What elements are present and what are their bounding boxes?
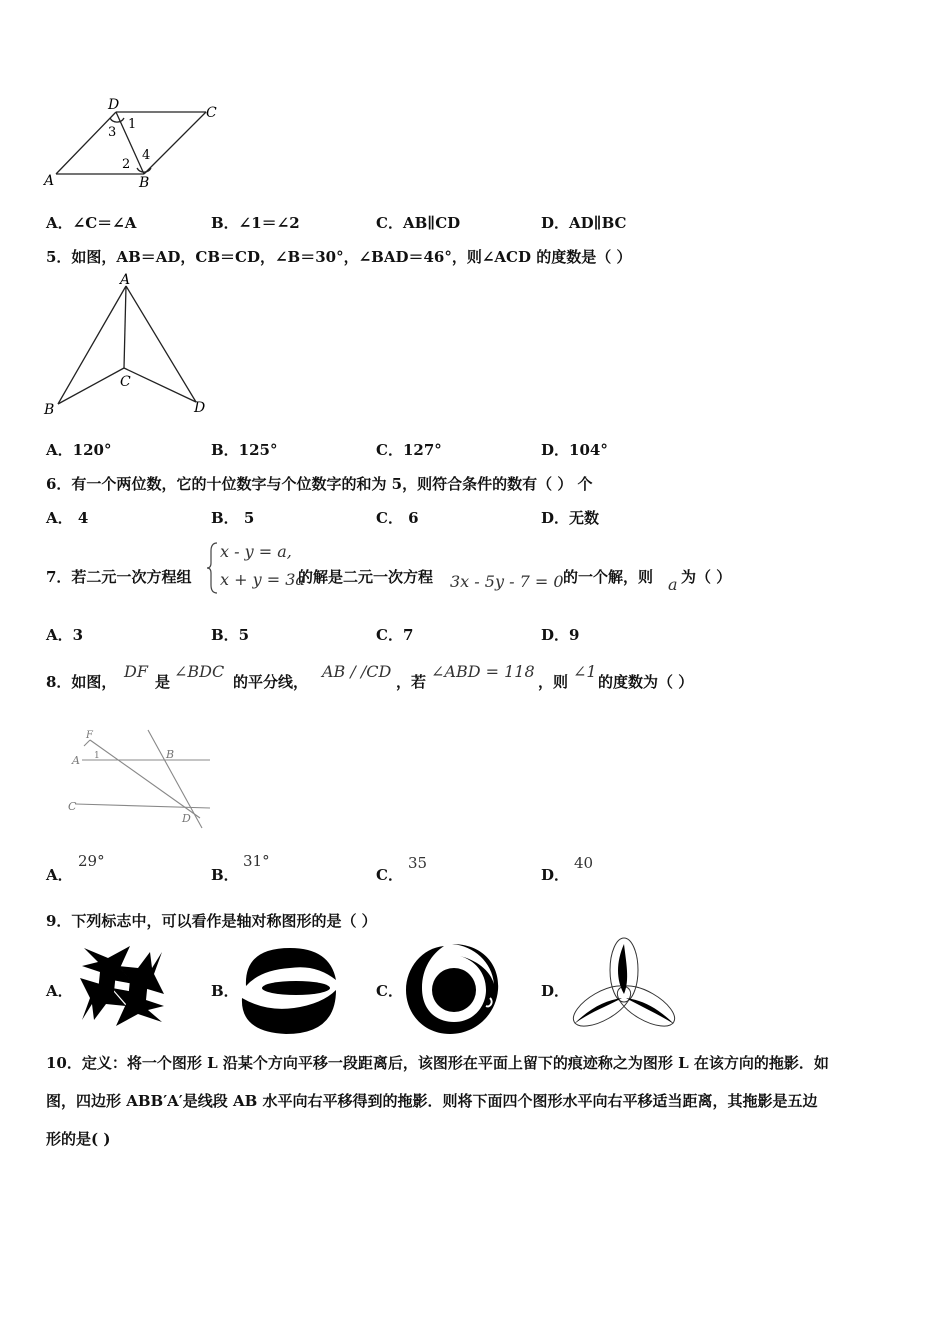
q7-suffix-2: 为（ ） [681, 568, 732, 586]
q7-equation-1: x - y = a, [220, 542, 292, 561]
q10-line-1: 10．定义：将一个图形 L 沿某个方向平移一段距离后，该图形在平面上留下的痕迹称之为图形 L 在该方向的拖影．如 [46, 1054, 829, 1072]
q10-line-2: 图，四边形 ABB′A′是线段 AB 水平向右平移得到的拖影．则将下面四个图形水平向右平移适当距离，其拖影是五边 [46, 1092, 818, 1110]
q9-stem: 9．下列标志中，可以看作是轴对称图形的是（ ） [46, 912, 377, 930]
q7-option-c[interactable]: C．7 [376, 626, 414, 644]
q5-label-B: B [44, 402, 55, 418]
q4-angle-4: 4 [142, 148, 151, 163]
q7-option-b[interactable]: B．5 [211, 626, 250, 644]
q9-logo-c-ring[interactable] [404, 942, 500, 1036]
q8-text-2: 的平分线， [233, 673, 309, 691]
q4-option-c[interactable]: C．AB∥CD [376, 214, 461, 232]
q8-text-1: 是 [155, 673, 171, 691]
q7-mid-text: 的解是二元一次方程 [298, 568, 434, 586]
q4-angle-2: 2 [122, 157, 131, 172]
q4-figure [40, 96, 230, 196]
q5-option-d[interactable]: D．104° [541, 441, 608, 459]
q9-logo-b-split-circle[interactable] [236, 946, 340, 1036]
q8-option-c-letter[interactable]: C． [376, 866, 403, 884]
q10-paragraph [46, 1044, 906, 1158]
q8-label-F: F [86, 730, 93, 741]
q8-label-B: B [166, 748, 175, 761]
q8-text-3: ，若 [396, 673, 427, 691]
q4-label-C: C [206, 105, 217, 121]
q6-stem: 6．有一个两位数，它的十位数字与个位数字的和为 5，则符合条件的数有（ ） 个 [46, 475, 593, 493]
q8-label-1: 1 [94, 751, 100, 761]
q9-option-c-letter[interactable]: C． [376, 982, 403, 1000]
q4-option-a[interactable]: A．∠C＝∠A [46, 214, 137, 232]
q5-option-b[interactable]: B．125° [211, 441, 278, 459]
q8-text-5: 的度数为（ ） [598, 673, 694, 691]
q5-option-a[interactable]: A．120° [46, 441, 112, 459]
q5-option-c[interactable]: C．127° [376, 441, 442, 459]
q7-suffix-1: 的一个解，则 [563, 568, 654, 586]
q8-option-c-value: 35 [408, 854, 428, 872]
q8-math-angle-1: ∠1 [573, 662, 597, 681]
q4-option-d[interactable]: D．AD∥BC [541, 214, 627, 232]
q4-label-A: A [44, 173, 55, 189]
q8-figure [62, 724, 222, 832]
q7-equation-2: x + y = 3a [220, 570, 305, 589]
q8-math-angle-ABD: ∠ABD = 118 [431, 662, 535, 681]
q4-label-B: B [139, 175, 150, 191]
q8-math-angle-BDC: ∠BDC [174, 662, 225, 681]
q8-option-b-letter[interactable]: B． [211, 866, 239, 884]
q5-label-C: C [120, 374, 131, 390]
q5-stem: 5．如图，AB＝AD，CB＝CD，∠B＝30°，∠BAD＝46°，则∠ACD 的度数是（ ） [46, 248, 632, 266]
q7-equation-3: 3x - 5y - 7 = 0 [450, 572, 564, 591]
q5-label-D: D [194, 400, 206, 416]
q8-math-parallel: AB / /CD [322, 662, 392, 681]
q6-option-d[interactable]: D．无数 [541, 509, 600, 527]
q10-line-3: 形的是( ) [46, 1130, 111, 1148]
q7-prefix: 7．若二元一次方程组 [46, 568, 192, 586]
q8-prefix: 8．如图， [46, 673, 117, 691]
q9-option-d-letter[interactable]: D． [541, 982, 570, 1000]
q9-logo-a-four-stars[interactable] [74, 940, 170, 1034]
q4-label-D: D [108, 97, 120, 113]
q8-label-A: A [72, 754, 80, 767]
q5-label-A: A [120, 272, 131, 288]
q6-option-b[interactable]: B． 5 [211, 509, 255, 527]
q8-option-d-letter[interactable]: D． [541, 866, 570, 884]
q7-variable-a: a [668, 575, 678, 594]
q7-option-d[interactable]: D．9 [541, 626, 580, 644]
q4-option-b[interactable]: B．∠1＝∠2 [211, 214, 300, 232]
q9-option-b-letter[interactable]: B． [211, 982, 239, 1000]
q9-logo-d-three-petals[interactable] [566, 936, 682, 1036]
q4-angle-3: 3 [108, 125, 117, 140]
q8-text-4: ，则 [538, 673, 569, 691]
q9-option-a-letter[interactable]: A． [46, 982, 73, 1000]
q5-figure [38, 272, 218, 420]
q8-option-a-letter[interactable]: A． [46, 866, 73, 884]
q6-option-a[interactable]: A． 4 [46, 509, 89, 527]
q8-label-D: D [182, 812, 191, 825]
q4-angle-1: 1 [128, 117, 137, 132]
q7-option-a[interactable]: A．3 [46, 626, 84, 644]
q8-option-a-value: 29° [78, 852, 105, 870]
q6-option-c[interactable]: C． 6 [376, 509, 419, 527]
q7-brace [206, 541, 220, 595]
q8-math-DF: DF [124, 662, 148, 681]
q8-label-C: C [68, 800, 77, 813]
q8-option-b-value: 31° [243, 852, 270, 870]
q8-option-d-value: 40 [574, 854, 594, 872]
